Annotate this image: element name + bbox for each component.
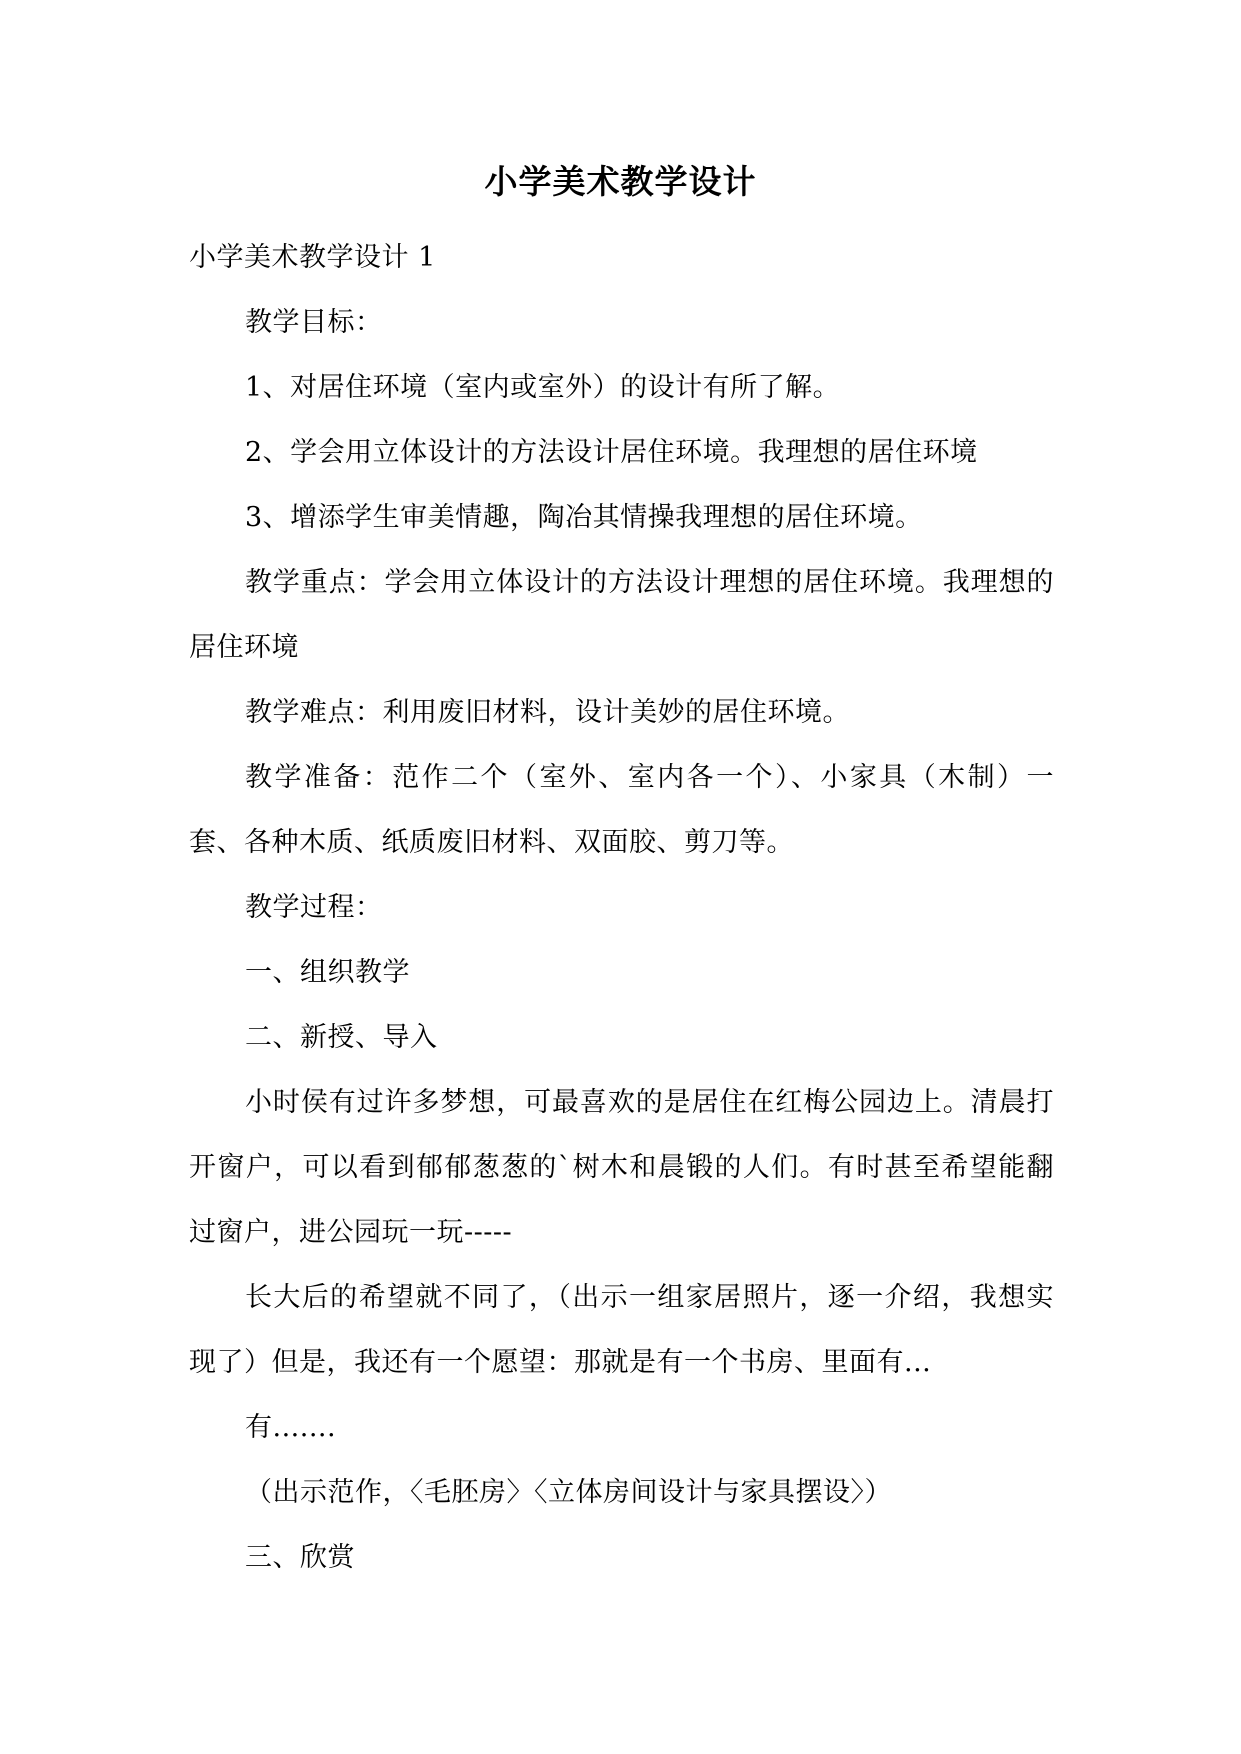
paragraph: （出示范作，〈毛胚房〉〈立体房间设计与家具摆设〉）	[245, 1477, 892, 1508]
paragraph: 教学重点：学会用立体设计的方法设计理想的居住环境。我理想的居住环境	[189, 567, 1054, 663]
paragraph: 1、对居住环境（室内或室外）的设计有所了解。	[245, 372, 841, 403]
paragraph: 教学难点：利用废旧材料，设计美妙的居住环境。	[245, 697, 850, 728]
paragraph: 二、新授、导入	[245, 1022, 438, 1053]
document-title: 小学美术教学设计	[484, 162, 757, 201]
section-heading: 小学美术教学设计 1	[189, 242, 436, 273]
paragraph: 三、欣赏	[245, 1542, 355, 1573]
paragraph: 教学准备：范作二个（室外、室内各一个）、小家具（木制）一套、各种木质、纸质废旧材料、双面胶、剪刀等。	[189, 762, 1054, 858]
paragraph: 一、组织教学	[245, 957, 410, 988]
paragraph: 小时侯有过许多梦想，可最喜欢的是居住在红梅公园边上。清晨打开窗户，可以看到郁郁葱葱的`树木和晨锻的人们。有时甚至希望能翻过窗户，进公园玩一玩-----	[189, 1087, 1054, 1248]
paragraph: 有.......	[245, 1412, 337, 1443]
paragraph: 教学目标：	[245, 307, 383, 338]
paragraph: 2、学会用立体设计的方法设计居住环境。我理想的居住环境	[245, 437, 978, 468]
paragraph: 3、增添学生审美情趣，陶冶其情操我理想的居住环境。	[245, 502, 923, 533]
paragraph: 长大后的希望就不同了，（出示一组家居照片，逐一介绍，我想实现了）但是，我还有一个愿望：那就是有一个书房、里面有...	[189, 1282, 1054, 1378]
document-body	[189, 225, 1054, 1590]
paragraph: 教学过程：	[245, 892, 383, 923]
